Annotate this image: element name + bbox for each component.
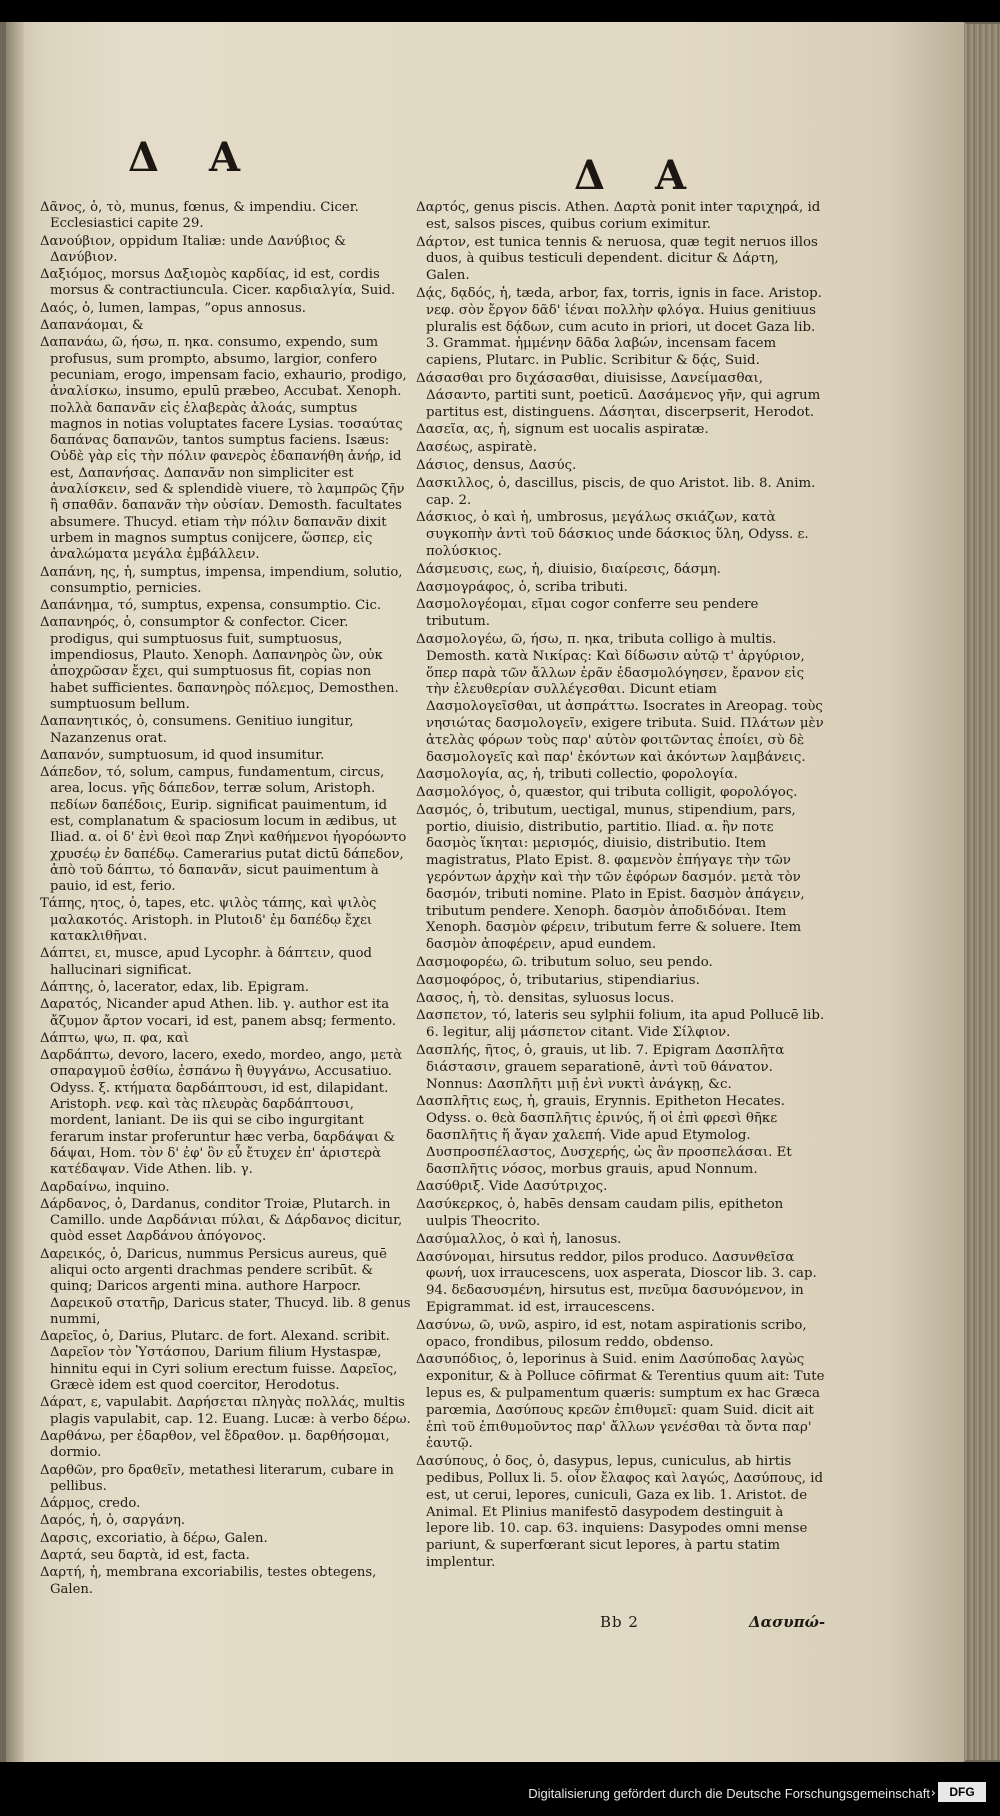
dictionary-entry: Δασμοφόρος, ὁ, tributarius, stipendiarius. <box>416 972 700 988</box>
dictionary-entry: Δάπτει, ει, musce, apud Lycophr. à δάπτειν, quod hallucinari significat. <box>40 946 372 978</box>
book-scan <box>0 22 1000 1762</box>
dictionary-entry: Δασπλῆτις εως, ἡ, grauis, Erynnis. Epitheton Hecates. Odyss. ο. θεὰ δασπλῆτις ἐρινύς, ἥ οἱ ἐπὶ φρεσὶ θῆκε δασπλῆτις ἥ ἄγαν χαλεπή. Vide apud Etymolog. Δυσπροσπέλαστος, Δυσχερής, ὡς ἂν προσπελάσαι. Et δασπλῆτις νόσος, morbus grauis, apud Nonnum. <box>416 1094 792 1177</box>
dictionary-entry: Δανούβιον, oppidum Italiæ: unde Δανύβιος & Δανύβιον. <box>40 233 346 265</box>
dictionary-entry: Δασύνω, ῶ, υνῶ, aspiro, id est, notam aspirationis scribo, opaco, frondibus, pilosum reddo, obdenso. <box>416 1317 807 1350</box>
dictionary-entry: Δαξιόμος, morsus Δαξιομὸς καρδίας, id est, cordis morsus & contractiuncula. Cicer. καρδιαλγία, Suid. <box>40 267 396 299</box>
dictionary-entry: Δαρτή, ἡ, membrana excoriabilis, testes obtegens, Galen. <box>40 1565 377 1597</box>
dictionary-entry: Δασύπους, ὁ δος, ὁ, dasypus, lepus, cuniculus, ab hirtis pedibus, Pollux li. 5. οἷον ἔλαφος καὶ λαγώς, Δασύπους, id est, ut cerui, lepores, cuniculi, Gaza ex lib. 1. Aristot. de Animal. Et Plinius manifestō dasypodem destinguit à lepore lib. 10. cap. 63. inquiens: Dasypodes omni mense pariunt, & superfœrant sicut lepores, à partu statim implentur. <box>416 1454 824 1570</box>
dictionary-entry: Δαπάνημα, τό, sumptus, expensa, consumptio. Cic. <box>40 598 382 614</box>
dictionary-entry: Δαρεικός, ὁ, Daricus, nummus Persicus aureus, quē aliqui octo argenti drachmas pendere scribūt. & quinq; Daricos argenti mina. authore Harpocr. Δαρεικοῦ στατῆρ, Daricus stater, Thucyd. lib. 8 genus nummi, <box>40 1246 411 1327</box>
dictionary-entry: Δαός, ὁ, lumen, lampas, ”opus annosus. <box>40 300 306 316</box>
dictionary-entry: Δάπτης, ὁ, lacerator, edax, lib. Epigram. <box>40 979 310 995</box>
dictionary-entry: Δαρός, ἡ, ὁ, σαργάνη. <box>40 1513 186 1529</box>
dictionary-entry: Δάρτον, est tunica tennis & neruosa, quæ tegit neruos illos duos, à quibus testiculi dependent. dicitur & Δάρτη, Galen. <box>416 234 818 284</box>
dictionary-entry: Δαρεῖος, ὁ, Darius, Plutarc. de fort. Alexand. scribit. Δαρεῖον τὸν Ὑστάσπου, Darium filium Hystaspæ, hinnitu equi in Cyri solium erectum fuisse. Δαρεῖος, Græcè idem est quod coercitor, Herodotus. <box>40 1329 398 1394</box>
dictionary-entry: Δασπλής, ῆτος, ὁ, grauis, ut lib. 7. Epigram Δασπλῆτα διάστασιν, grauem separationē, ἀντὶ τοῦ θάνατον. Nonnus: Δασπλῆτι μιῇ ἐνὶ νυκτὶ ἀνάγκῃ, &c. <box>416 1043 785 1092</box>
dictionary-entry: Δαρθῶν, pro δραθεῖν, metathesi literarum, cubare in pellibus. <box>40 1462 394 1494</box>
dictionary-entry: Δᾶνος, ὁ, τὸ, munus, fœnus, & impendiu. Cicer. Ecclesiastici capite 29. <box>40 200 359 232</box>
dictionary-entry: Δασμολογέω, ῶ, ήσω, π. ηκα, tributa colligo à multis. Demosth. κατὰ Νικίρας: Καὶ δίδωσιν αὐτῷ τ' ἀργύριον, ὅπερ παρὰ τῶν ἄλλων ἐρᾶν ἐδασμολόγησεν, ἔρανον εἰς τὴν ἐλευθερίαν συλλέγεσθαι. Dicunt etiam Δασμολογεῖσθαι, ut ἀσπράττω. Isocrates in Areopag. τοὺς νησιώτας δασμολογεῖν, exigere tributa. Suid. Πλάτων μὲν ἀτελὰς φόρων τοὺς παρ' αὐτὸν φοιτῶντας ἐποίει, σὺ δὲ δασμολογεῖς καὶ παρ' ἑκόντων καὶ ἀκόντων λαμβάνεις. <box>416 631 824 765</box>
dictionary-entry: Δάσασθαι pro διχάσασθαι, diuisisse, Δανείμασθαι, Δάσαντο, partiti sunt, poeticū. Δασάμενος γῆν, qui agrum partitus est, distinguens. Δάσηται, discerpserit, Herodot. <box>416 370 821 420</box>
dictionary-entry: Δάρμος, credo. <box>40 1496 141 1512</box>
dictionary-entry: Δασύθριξ. Vide Δασύτριχος. <box>416 1179 608 1195</box>
dictionary-entry: Δασμοφορέω, ῶ. tributum soluo, seu pendo. <box>416 955 713 971</box>
dictionary-entry: Δαπανόν, sumptuosum, id quod insumitur. <box>40 747 325 763</box>
dictionary-entry: Δᾴς, δᾳδός, ἡ, tæda, arbor, fax, torris, ignis in face. Aristop. νεφ. σὸν ἔργον δᾶδ' ἰέναι πολλὴν φλόγα. Huius genitiuus pluralis est δᾴδων, cum acuto in priori, ut docet Gaza lib. 3. Grammat. ἡμμένην δᾶδα λαβών, incensam facem capiens, Plutarc. in Public. Scribitur & δᾴς, Suid. <box>416 285 822 369</box>
left-column <box>40 200 412 1599</box>
dictionary-entry: Δασος, ἡ, τὸ. densitas, syluosus locus. <box>416 990 675 1006</box>
dictionary-entry: Δάσμευσις, εως, ἡ, diuisio, διαίρεσις, δάσμη. <box>416 561 721 577</box>
dictionary-entry: Δασμολόγος, ὁ, quæstor, qui tributa colligit, φορολόγος. <box>416 785 798 801</box>
dictionary-entry: Δάρατ, ε, vapulabit. Δαρήσεται πληγὰς πολλάς, multis plagis vapulabit, cap. 12. Euang. Lucæ: à verbo δέρω. <box>40 1395 411 1427</box>
dictionary-entry: Δάπτω, ψω, π. φα, καὶ <box>40 1030 189 1046</box>
right-column <box>416 200 826 1573</box>
dictionary-entry: Δάρδανος, ὁ, Dardanus, conditor Troiæ, Plutarch. in Camillo. unde Δαρδάνιαι πύλαι, & Δάρδανος dicitur, quòd esset Δαρδάνου ἀπόγονος. <box>40 1196 403 1245</box>
dictionary-entry: Τάπης, ητος, ὁ, tapes, etc. ψιλὸς τάπης, καὶ ψιλὸς μαλακοτός. Aristoph. in Plutoιδ' ἐμ δαπέδῳ ἔχει κατακλιθῆναι. <box>40 896 377 945</box>
dictionary-entry: Δαρσις, excoriatio, à δέρω, Galen. <box>40 1530 268 1546</box>
page-gutter <box>6 22 24 1762</box>
dictionary-entry: Δασεῖα, ας, ἡ, signum est uocalis aspiratæ. <box>416 422 709 438</box>
dictionary-entry: Δαρτός, genus piscis. Athen. Δαρτὰ ponit inter ταριχηρά, id est, salsos pisces, quibus corium eximitur. <box>416 200 821 232</box>
dictionary-entry: Δαπανάομαι, & <box>40 318 144 334</box>
page-header-left: Δ Α <box>128 134 258 181</box>
dictionary-entry: Δασύνομαι, hirsutus reddor, pilos produco. Δασυνθεῖσα φωνή, uox irraucescens, uox asperata, Dioscor lib. 3. cap. 94. δεδασυσμένη, hirsutus est, πνεῦμα δασυνόμενον, in Epigrammat. id est, irraucescens. <box>416 1249 817 1315</box>
dictionary-entry: Δασύκερκος, ὁ, habēs densam caudam pilis, epitheton uulpis Theocrito. <box>416 1197 784 1230</box>
dictionary-entry: Δαρδάπτω, devoro, lacero, exedo, mordeo, ango, μετὰ σπαραγμοῦ ἐσθίω, ἐσπάνω ἢ θυγγάνω, Accusatiuo. Odyss. ξ. κτήματα δαρδάπτουσι, id est, dilapidant. Aristoph. νεφ. καὶ τὰς πλευρὰς δαρδάπτουσι, mordent, laniant. De iis qui se cibo ingurgitant ferarum instar proferuntur hæc verba, δαρδάψαι & δάψαι, Hom. τὸν δ' ἐφ' ὃν εὖ ἔτυχεν ἐπ' ἀριστερὰ κατέδαψαν. Vide Athen. lib. γ. <box>40 1048 403 1178</box>
dictionary-entry: Δαπανάω, ῶ, ήσω, π. ηκα. consumo, expendo, sum profusus, sum prompto, absumo, largior, confero pecuniam, erogo, impensam facio, exhaurio, prodigo, ἀναλίσκω, insumo, epulū præbeo, Accubat. Xenoph. πολλὰ δαπανᾶν εἰς ἐλαβερὰς ἀλοάς, sumptus magnos in notias voluptates facere Lysias. τοσαύτας δαπάνας δαπανῶν, tantos sumptus faciens. Isæus: Οὐδὲ γὰρ εἰς τὴν πόλιν φανερὸς ἐδαπανήθη ἀνήρ, id est, Δαπανήσας. Δαπανᾶν non simpliciter est ἀναλίσκειν, sed & splendidè viuere, τὸ λαμπρῶς ζῆν ἢ σπαθᾶν. δαπανᾶν τὴν οὐσίαν. Demosth. facultates absumere. Thucyd. etiam τὴν πόλιν δαπανᾶν dixit urbem in magnos sumptus conijcere, ὥσπερ, εἰς ἀναλώματα μεγάλα ἐμβάλλειν. <box>40 335 407 563</box>
dictionary-entry: Δαπάνη, ης, ἡ, sumptus, impensa, impendium, solutio, consumptio, pernicies. <box>40 564 403 596</box>
dictionary-entry: Δαπανητικός, ὁ, consumens. Genitiuo iungitur, Nazanzenus orat. <box>40 714 354 746</box>
dictionary-entry: Δασμογράφος, ὁ, scriba tributi. <box>416 579 628 595</box>
dictionary-entry: Δασμολογέομαι, εῖμαι cogor conferre seu pendere tributum. <box>416 597 759 630</box>
dictionary-entry: Δάπεδον, τό, solum, campus, fundamentum, circus, area, locus. γῆς δάπεδον, terræ solum, Aristoph. πεδίων δαπέδοις, Eurip. significat pauimentum, id est, complanatum & spaciosum locum in ædibus, ut Iliad. α. οἱ δ' ἐνὶ θεοὶ παρ Ζηνὶ καθήμενοι ἠγορόωντο χρυσέῳ ἐν δαπέδῳ. Camerarius putat dictū δάπεδον, ἀπὸ τοῦ δάπτω, τό δαπανᾶν, sicut pauimentum à pauio, id est, ferio. <box>40 765 407 895</box>
page-edges <box>964 24 1000 1760</box>
dictionary-entry: Δασμολογία, ας, ἡ, tributi collectio, φορολογία. <box>416 767 738 783</box>
dictionary-entry: Δασμός, ὁ, tributum, uectigal, munus, stipendium, pars, portio, diuisio, distributio, partitio. Iliad. α. ἢν ποτε δασμὸς ἵκηται: μερισμός, diuisio, distributio. Item magistratus, Plato Epist. 8. φαμενὸν ἐπήγαγε τὴν τῶν γερόντων ἀρχὴν καὶ τὴν τῶν ἐφόρων δασμόν. μετὰ τὸν δασμόν, tributi nomine. Plato in Epist. δασμὸν ἀπάγειν, tributum pendere. Xenoph. δασμὸν ἀποδιδόναι. Item Xenoph. δασμὸν φέρειν, tributum ferre & soluere. Item δασμὸν ἀποφέρειν, apud eundem. <box>416 802 805 953</box>
dfg-logo: DFG <box>938 1782 986 1802</box>
dictionary-entry: Δάσκιος, ὁ καὶ ἡ, umbrosus, μεγάλως σκιάζων, κατὰ συγκοπὴν ἀντὶ τοῦ δάσκιος unde δάσκιος ὕλη, Odyss. ε. πολύσκιος. <box>416 510 809 559</box>
dictionary-entry: Δαπανηρός, ὁ, consumptor & confector. Cicer. prodigus, qui sumptuosus fuit, sumptuosus, impendiosus, Plauto. Xenoph. Δαπανηρὸς ὢν, οὐκ ἀποχρῶσαν ἔχει, qui sumptuosus fit, copias non habet sufficientes. δαπανηρὸς πόλεμος, Demosthen. sumptuosum bellum. <box>40 615 399 712</box>
dictionary-entry: Δασέως, aspiratè. <box>416 440 537 456</box>
dictionary-entry: Δάσιος, densus, Δασύς. <box>416 457 577 473</box>
signature-mark: Bb 2 <box>600 1613 639 1631</box>
dictionary-entry: Δασπετον, τό, lateris seu sylphii folium, ita apud Pollucē lib. 6. legitur, alij μάσπετον citant. Vide Σίλφιον. <box>416 1008 825 1041</box>
dictionary-entry: Δασύμαλλος, ὁ καὶ ἡ, lanosus. <box>416 1231 622 1247</box>
dictionary-entry: Δαρατός, Nicander apud Athen. lib. γ. author est ita ἄζυμον ἄρτον vocari, id est, panem absq; fermento. <box>40 997 396 1029</box>
page-header-right: Δ Α <box>574 152 704 199</box>
dictionary-entry: Δαρτά, seu δαρτὰ, id est, facta. <box>40 1548 250 1564</box>
dictionary-entry: Δασκιλλος, ὁ, dascillus, piscis, de quo Aristot. lib. 8. Anim. cap. 2. <box>416 475 816 508</box>
catchword: Δασυπώ- <box>749 1613 826 1631</box>
dictionary-entry: Δαρθάνω, per ἐδαρθον, vel ἔδραθον. μ. δαρθήσομαι, dormio. <box>40 1428 390 1461</box>
dictionary-page <box>6 22 966 1762</box>
credit-text: Digitalisierung gefördert durch die Deutsche Forschungsgemeinschaft <box>528 1786 930 1801</box>
dictionary-entry: Δαρδαίνω, inquino. <box>40 1179 170 1195</box>
credit-arrow-icon: › <box>930 1786 936 1801</box>
dictionary-entry: Δασυπόδιος, ὁ, leporinus à Suid. enim Δασύποδας λαγὼς exponitur, & à Polluce cōfirmat & Terentius quum ait: Tute lepus es, & pulpamentum quæris: sumptum ex hac Græca parœmia, Δασύπους κρεῶν ἐπιθυμεῖ: quam Suid. dicit ait ἐπὶ τοῦ ἐπιθυμοῦντος παρ' ἄλλων γενέσθαι τὰ ὄντα παρ' ἑαυτῷ. <box>416 1352 825 1452</box>
